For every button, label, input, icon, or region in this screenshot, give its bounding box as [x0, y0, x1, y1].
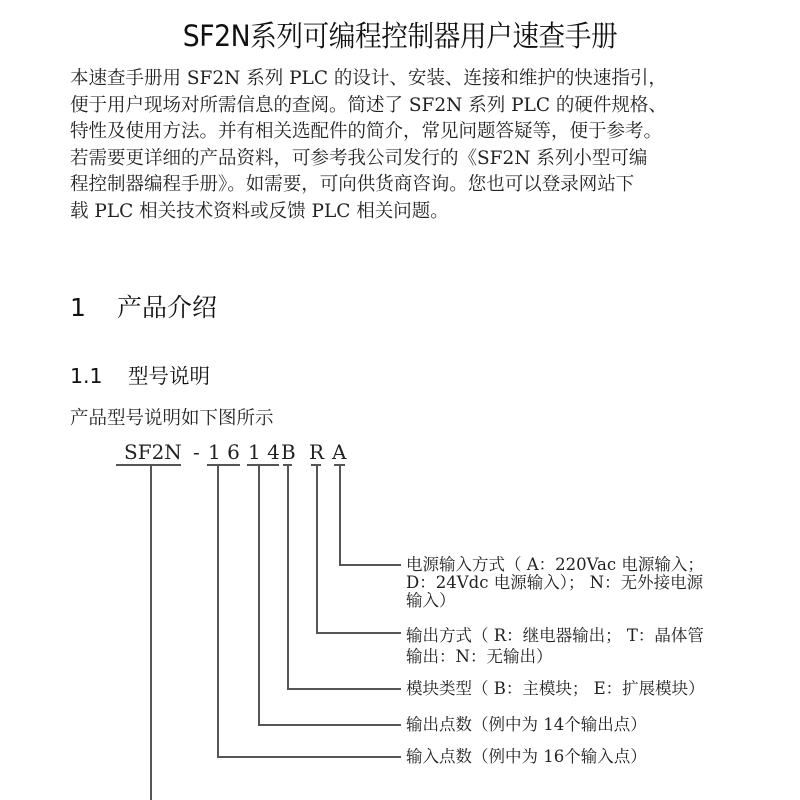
connector-power-input — [339, 464, 341, 565]
section-title: 产品介绍 — [117, 293, 218, 322]
label-power-input — [406, 556, 786, 610]
label-line: 输出方式（ R：继电器输出； T：晶体管 — [406, 626, 704, 645]
intro-line: 载 PLC 相关技术资料或反馈 PLC 相关问题。 — [70, 200, 449, 222]
connector-output-type — [316, 464, 318, 633]
label-line: 电源输入方式（ A：220Vac 电源输入； — [406, 555, 704, 574]
label-output-points: 输出点数（例中为 14个输出点） — [406, 715, 647, 734]
underline-input-points — [207, 464, 240, 466]
connector-input-points — [217, 464, 219, 757]
connector-module-type — [287, 464, 289, 689]
leader-output-type — [316, 632, 401, 634]
intro-paragraph — [70, 66, 770, 226]
model-input-points: 1 6 — [208, 440, 240, 464]
leader-power-input — [339, 564, 401, 566]
underline-output-points — [247, 464, 279, 466]
figure-caption: 产品型号说明如下图所示 — [70, 408, 274, 429]
connector-series — [150, 464, 152, 800]
intro-line: 特性及使用方法。并有相关选配件的简介，常见问题答疑等，便于参考。 — [70, 121, 663, 143]
document-title: SF2N系列可编程控制器用户速查手册 — [182, 19, 618, 53]
intro-line: 便于用户现场对所需信息的查阅。简述了 SF2N 系列 PLC 的硬件规格、 — [70, 94, 667, 116]
label-line: 输入） — [406, 591, 456, 610]
subsection-number: 1.1 — [70, 364, 103, 388]
intro-line: 若需要更详细的产品资料，可参考我公司发行的《SF2N 系列小型可编 — [70, 147, 648, 169]
label-module-type: 模块类型（ B：主模块； E：扩展模块） — [406, 679, 705, 698]
section-heading — [70, 288, 217, 324]
model-dash: - — [193, 440, 200, 464]
leader-input-points — [217, 756, 401, 758]
label-line: 输出：N：无输出） — [406, 647, 553, 666]
connector-output-points — [258, 464, 260, 725]
label-output-type — [406, 625, 786, 667]
label-input-points: 输入点数（例中为 16个输入点） — [406, 747, 647, 766]
intro-line: 本速查手册用 SF2N 系列 PLC 的设计、安装、连接和维护的快速指引， — [70, 68, 667, 89]
leader-module-type — [287, 688, 401, 690]
model-output-points: 1 4 — [248, 440, 280, 464]
section-number: 1 — [70, 293, 86, 322]
model-module-type: B — [281, 440, 296, 464]
model-series: SF2N — [124, 440, 182, 464]
subsection-heading — [70, 359, 210, 389]
model-output-type: R — [309, 440, 325, 464]
label-line: D：24Vdc 电源输入）； N：无外接电源 — [406, 573, 704, 592]
underline-series — [116, 464, 181, 466]
leader-output-points — [258, 724, 401, 726]
intro-line: 程控制器编程手册》。如需要，可向供货商咨询。您也可以登录网站下 — [70, 174, 635, 196]
subsection-title: 型号说明 — [128, 364, 210, 388]
model-power-input: A — [332, 440, 347, 464]
